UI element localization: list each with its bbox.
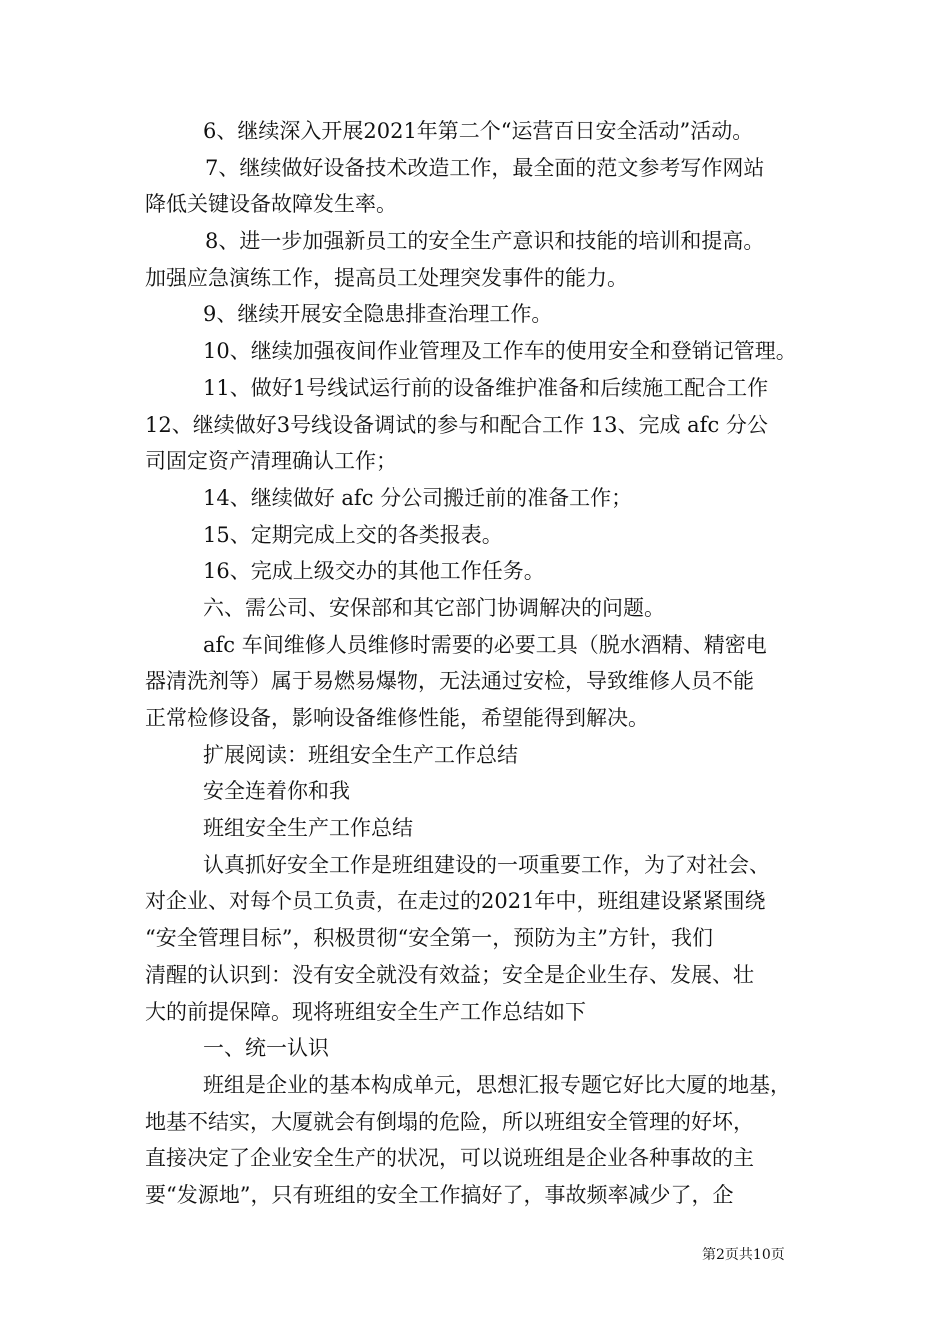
paragraph-line: 正常检修设备，影响设备维修性能，希望能得到解决。 xyxy=(145,706,649,730)
section-heading: 一、统一认识 xyxy=(203,1036,329,1061)
paragraph-line: 扩展阅读：班组安全生产工作总结 xyxy=(203,742,518,767)
paragraph-line: 地基不结实，大厦就会有倒塌的危险，所以班组安全管理的好坏， xyxy=(145,1109,754,1134)
section-heading: 班组安全生产工作总结 xyxy=(203,816,413,841)
paragraph-line: 9、继续开展安全隐患排查治理工作。 xyxy=(203,302,553,327)
body-text xyxy=(145,113,815,1214)
section-heading: 六、需公司、安保部和其它部门协调解决的问题。 xyxy=(203,595,665,620)
paragraph-line: 加强应急演练工作，提高员工处理突发事件的能力。 xyxy=(145,265,628,290)
paragraph-line: 认真抓好安全工作是班组建设的一项重要工作，为了对社会、 xyxy=(203,852,770,877)
paragraph-line: 清醒的认识到：没有安全就没有效益；安全是企业生存、发展、壮 xyxy=(145,962,754,987)
paragraph-line: 器清洗剂等）属于易燃易爆物，无法通过安检，导致维修人员不能 xyxy=(145,669,754,694)
paragraph-line: 司固定资产清理确认工作； xyxy=(145,449,397,474)
paragraph-line: 12、继续做好3号线设备调试的参与和配合工作 13、完成 afc 分公 xyxy=(145,412,768,437)
paragraph-line: 14、继续做好 afc 分公司搬迁前的准备工作； xyxy=(203,485,633,510)
paragraph-line: 降低关键设备故障发生率。 xyxy=(145,192,397,217)
paragraph-line: 10、继续加强夜间作业管理及工作车的使用安全和登销记管理。 xyxy=(203,339,797,364)
paragraph-line: 要“发源地”，只有班组的安全工作搞好了，事故频率减少了，企 xyxy=(145,1182,734,1207)
paragraph-line: 8、进一步加强新员工的安全生产意识和技能的培训和提高。 xyxy=(205,229,765,254)
paragraph-line: 对企业、对每个员工负责，在走过的2021年中，班组建设紧紧围绕 xyxy=(145,889,766,914)
paragraph-line: 6、继续深入开展2021年第二个“运营百日安全活动”活动。 xyxy=(203,119,754,143)
paragraph-line: 7、继续做好设备技术改造工作，最全面的范文参考写作网站 xyxy=(205,155,765,180)
paragraph-line: 16、完成上级交办的其他工作任务。 xyxy=(203,559,545,584)
paragraph-line: afc 车间维修人员维修时需要的必要工具（脱水酒精、精密电 xyxy=(203,632,767,657)
paragraph-line: 11、做好1号线试运行前的设备维护准备和后续施工配合工作 xyxy=(203,375,769,400)
paragraph-line: 大的前提保障。现将班组安全生产工作总结如下 xyxy=(145,999,586,1024)
paragraph-line: 15、定期完成上交的各类报表。 xyxy=(203,522,503,547)
paragraph-line: 直接决定了企业安全生产的状况，可以说班组是企业各种事故的主 xyxy=(145,1146,754,1171)
paragraph-line: 班组是企业的基本构成单元，思想汇报专题它好比大厦的地基， xyxy=(203,1072,791,1097)
paragraph-line: 安全连着你和我 xyxy=(203,779,350,804)
paragraph-line: “安全管理目标”，积极贯彻“安全第一，预防为主”方针，我们 xyxy=(145,926,713,951)
page-number-footer: 第2页共10页 xyxy=(702,1247,785,1263)
